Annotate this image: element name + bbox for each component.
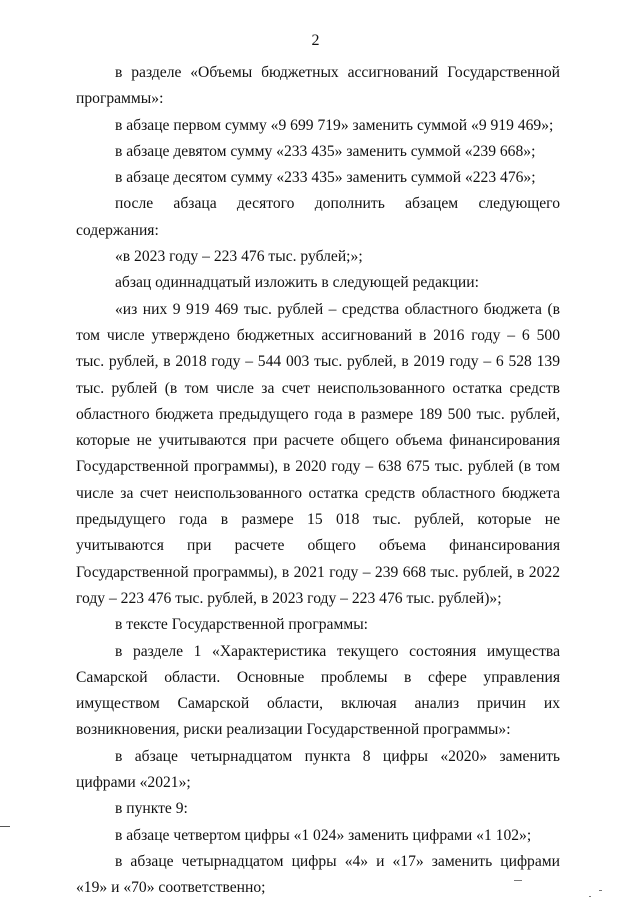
margin-mark — [0, 826, 10, 827]
document-body — [76, 60, 560, 902]
paragraph-add-after-tenth: после абзаца десятого дополнить абзацем следующего содержания: — [76, 195, 560, 239]
paragraph-2023-amount: «в 2023 году – 223 476 тыс. рублей;»; — [115, 248, 363, 266]
scan-speck — [514, 880, 522, 881]
paragraph-section-budget-heading: в разделе «Объемы бюджетных ассигнований Государственной программы»: — [76, 64, 560, 108]
scan-speck — [599, 890, 602, 891]
paragraph-item-9-fourth: в абзаце четвертом цифры «1 024» заменить цифрами «1 102»; — [115, 826, 532, 844]
paragraph-item-9: в пункте 9: — [115, 800, 188, 818]
scan-speck — [589, 896, 591, 897]
paragraph-tenth-amount: в абзаце десятом сумму «233 435» заменить суммой «223 476»; — [115, 169, 536, 187]
paragraph-ninth-amount: в абзаце девятом сумму «233 435» заменить суммой «239 668»; — [115, 142, 536, 160]
paragraph-eleventh-text: «из них 9 919 469 тыс. рублей – средства областного бюджета (в том числе утверждено бюджетных ассигнований в 2016 году – 6 500 тыс. рублей, в 2018 году – 544 003 тыс. рублей, в 2019 году – 6 528 139 тыс. рублей (в том числе за счет неиспользованного остатка средств областного бюджета предыдущего года в размере 189 500 тыс. рублей, которые не учитываются при расчете общего объема финансирования Государственной программы), в 2020 году – 638 675 тыс. рублей (в том числе за счет неиспользованного остатка средств областного бюджета предыдущего года в размере 15 018 тыс. рублей, которые не учитываются при расчете общего объема финансирования Государственной программы), в 2021 году – 239 668 тыс. рублей, в 2022 году – 223 476 тыс. рублей, в 2023 году – 223 476 тыс. рублей)»; — [76, 300, 560, 607]
paragraph-eleventh-intro: абзац одиннадцатый изложить в следующей редакции: — [115, 274, 479, 292]
paragraph-first-amount: в абзаце первом сумму «9 699 719» заменить суммой «9 919 469»; — [115, 116, 554, 134]
paragraph-section-1: в разделе 1 «Характеристика текущего состояния имущества Самарской области. Основные проблемы в сфере управления имуществом Самарской области, включая анализ причин их возникновения, риски реализации Государственной программы»: — [76, 642, 560, 739]
paragraph-item-9-fourteenth: в абзаце четырнадцатом цифры «4» и «17» заменить цифрами «19» и «70» соответственно; — [76, 852, 560, 897]
paragraph-item-8: в абзаце четырнадцатом пункта 8 цифры «2020» заменить цифрами «2021»; — [76, 747, 560, 792]
page-number: 2 — [311, 32, 320, 49]
paragraph-program-text: в тексте Государственной программы: — [115, 616, 369, 634]
